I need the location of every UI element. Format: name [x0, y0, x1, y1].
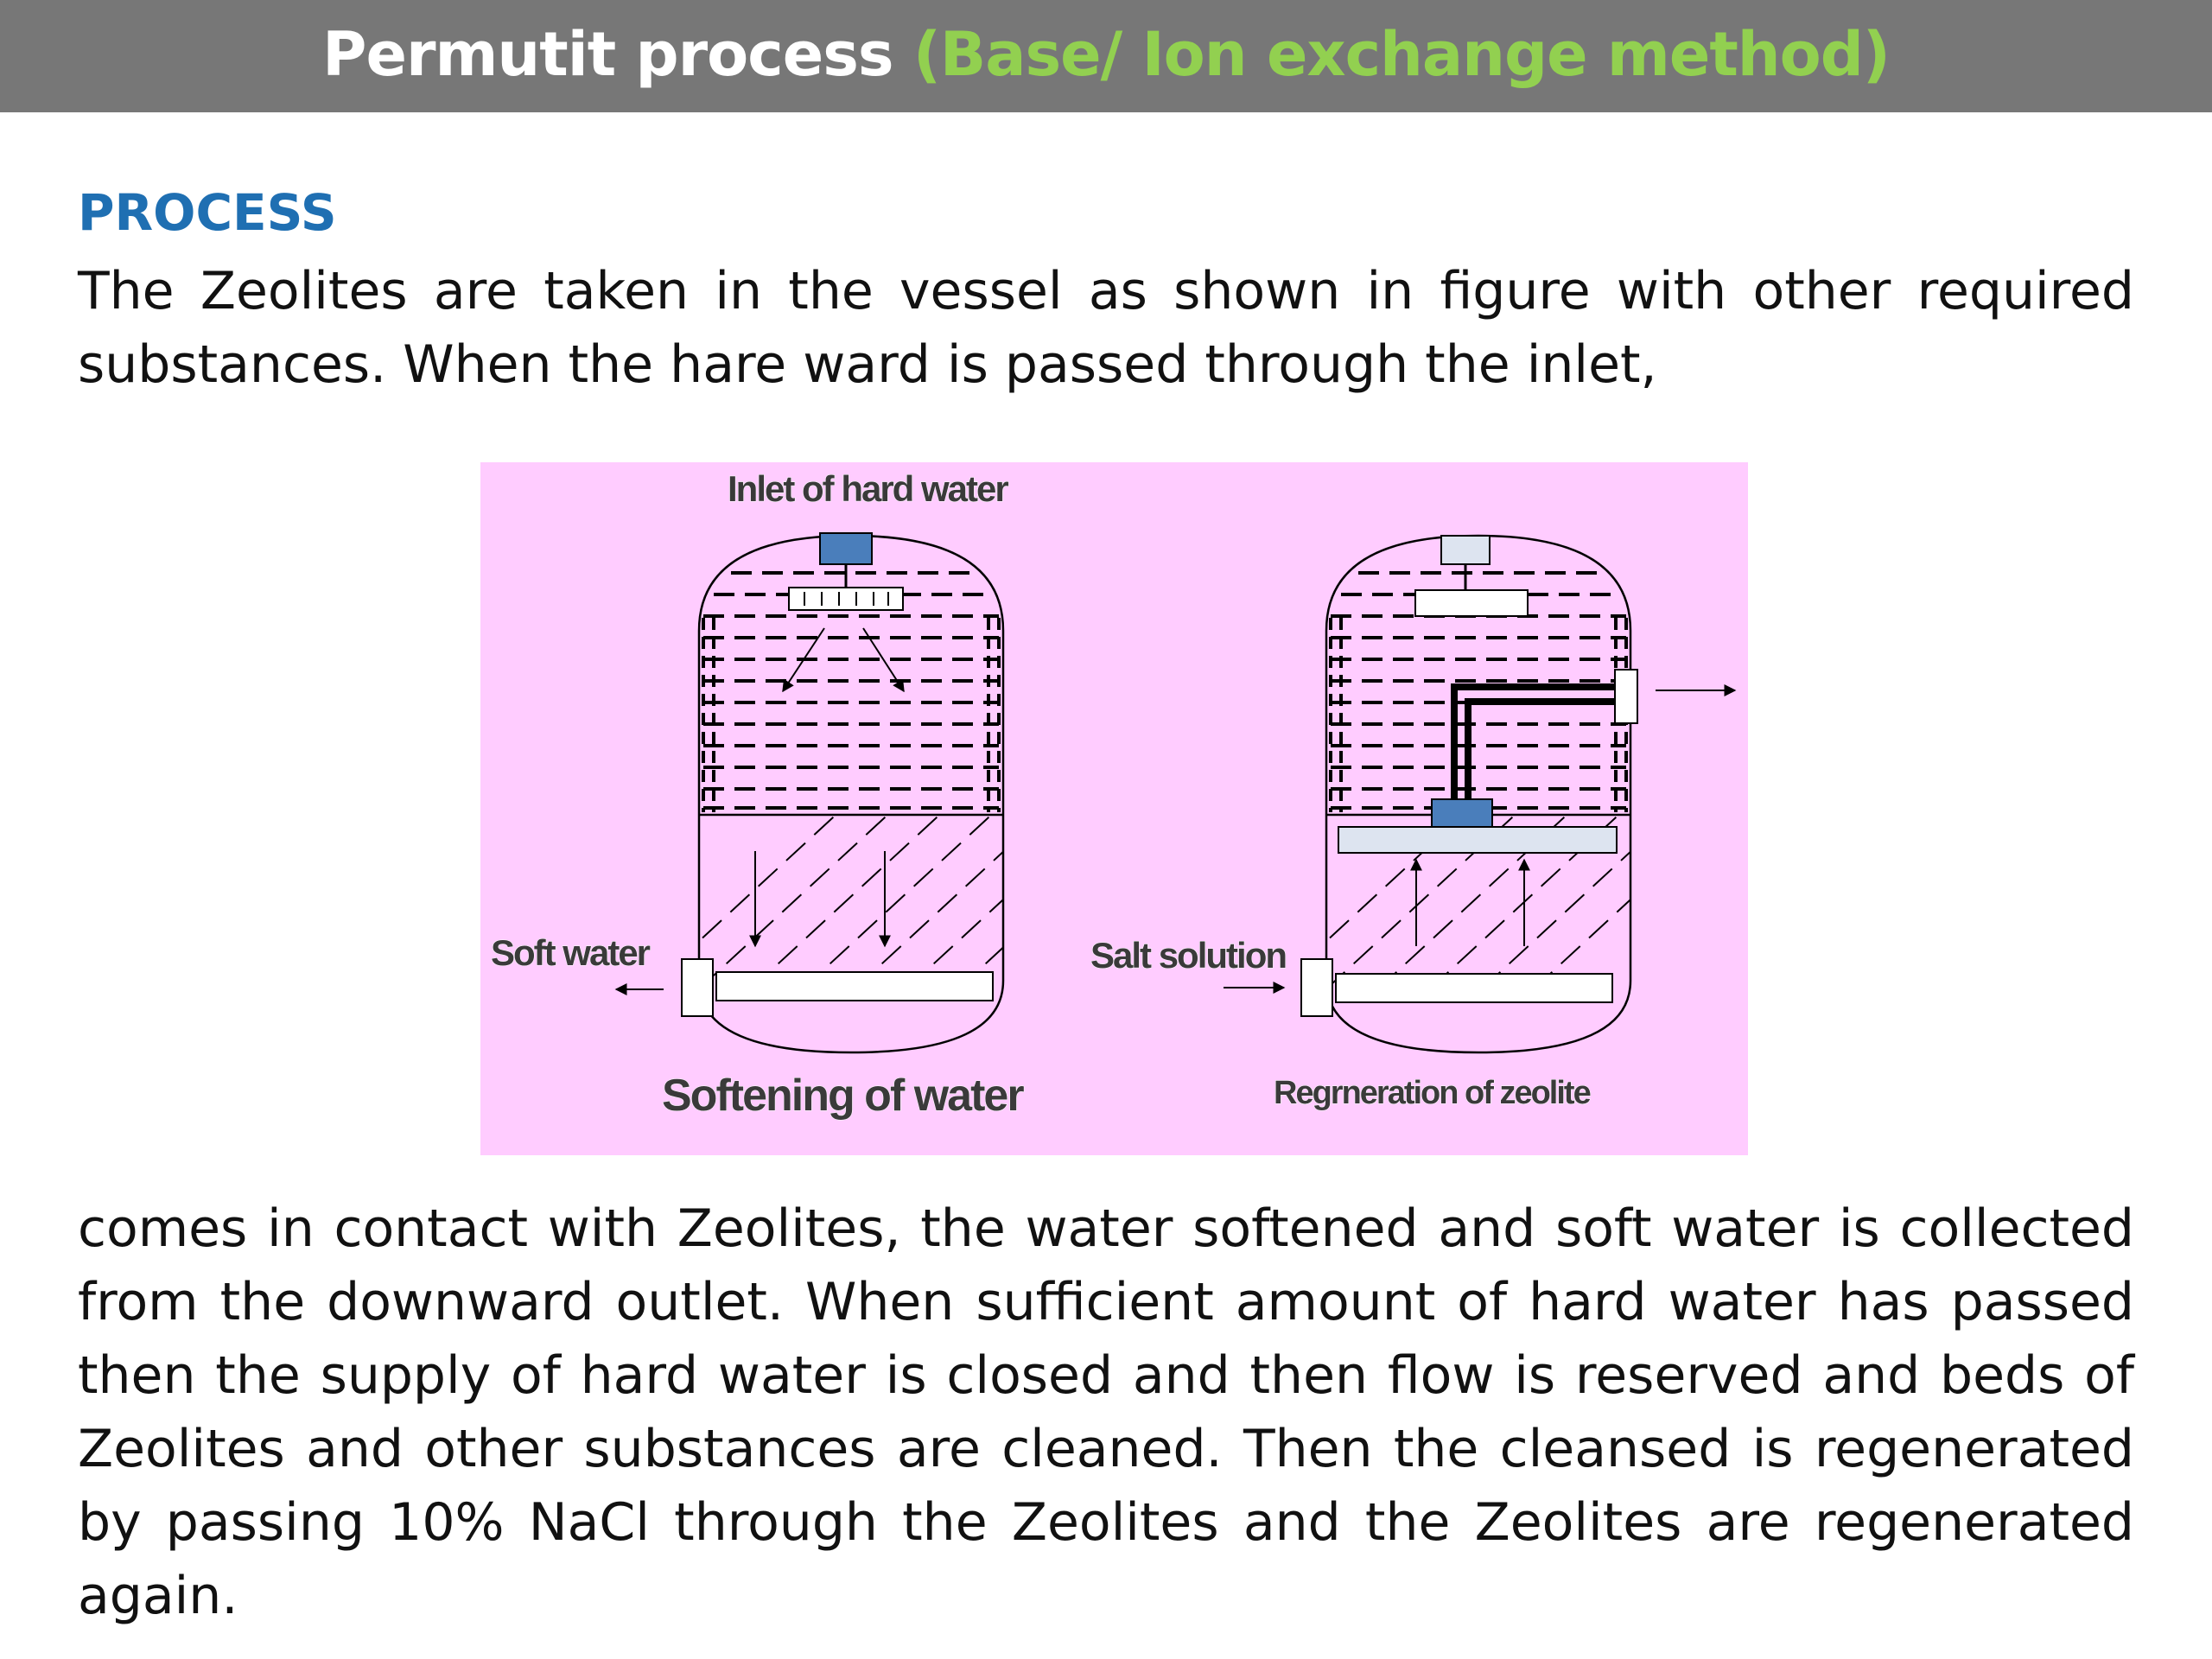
inlet-label: Inlet of hard water [728, 468, 1007, 509]
salt-solution-label: Salt solution [1090, 935, 1286, 976]
zeolite-process-figure [480, 462, 1748, 1155]
softening-caption: Softening of water [662, 1071, 1023, 1121]
intro-paragraph: The Zeolites are taken in the vessel as shown in figure with other required substances. When the hare ward is passed through the inlet, [78, 261, 2134, 395]
title-bar [0, 0, 2212, 112]
slide-title-main: Permutit process [322, 19, 913, 90]
process-description-paragraph: comes in contact with Zeolites, the water softened and soft water is collected from the downward outlet. When sufficient amount of hard water has passed then the supply of hard water is closed and then flow is reserved and beds of Zeolites and other substances are cleaned. Then the cleansed is regenerated by passing 10% NaCl through the Zeolites and the Zeolites are regenerated again. [78, 1198, 2134, 1626]
slide-title [322, 19, 1890, 90]
regeneration-caption: Regrneration of zeolite [1274, 1075, 1590, 1111]
section-heading: PROCESS [78, 183, 337, 242]
soft-water-label: Soft water [491, 932, 650, 973]
slide-title-subtitle: (Base/ Ion exchange method) [912, 19, 1890, 90]
